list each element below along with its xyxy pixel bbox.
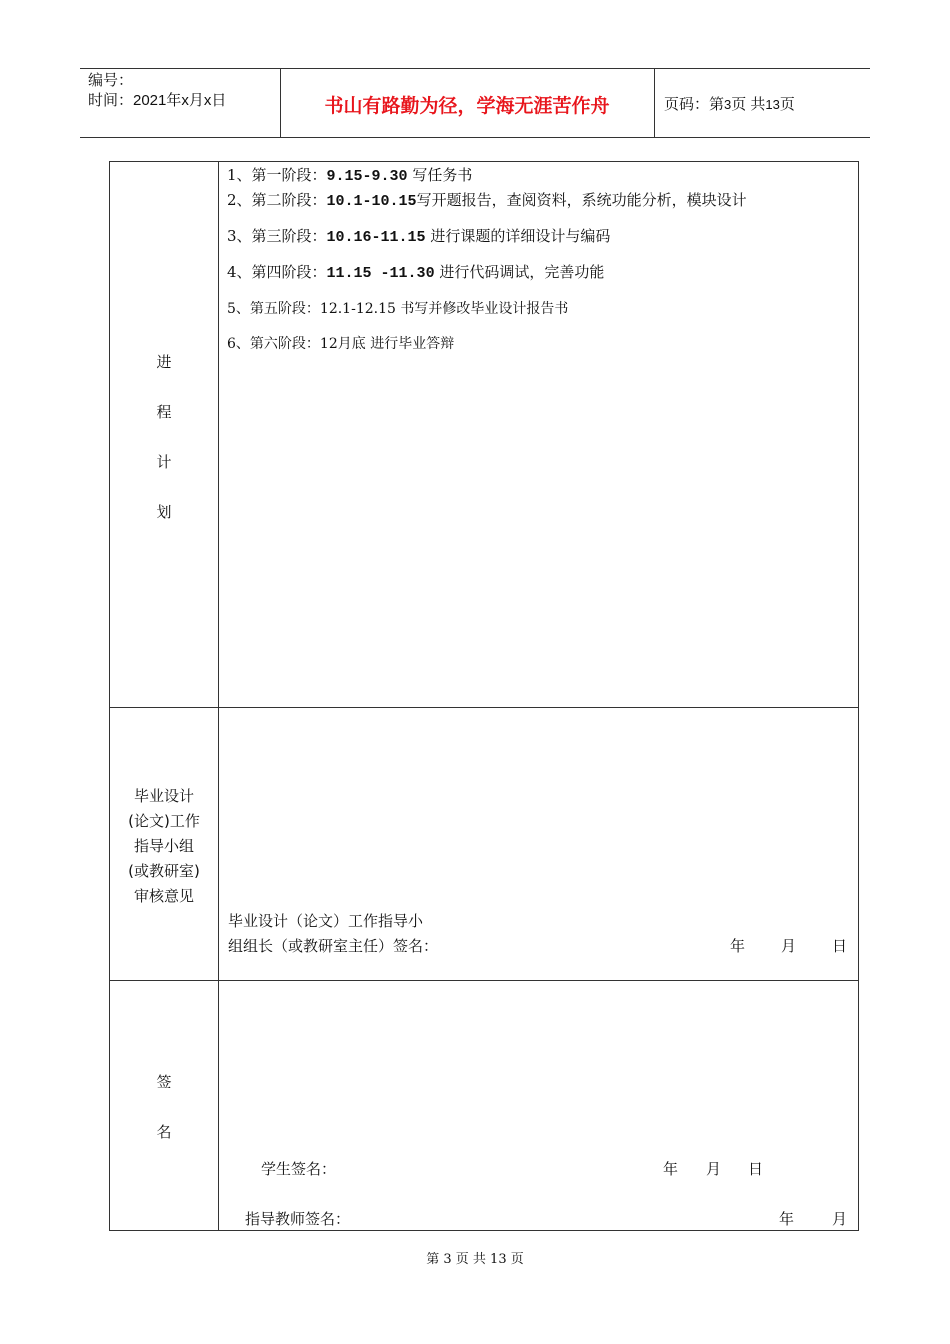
schedule-item: 4、第四阶段：11.15 -11.30 进行代码调试，完善功能 bbox=[227, 263, 605, 282]
page-current: 3 bbox=[724, 97, 732, 112]
time-label: 时间：2021年x月x日 bbox=[88, 92, 227, 109]
header-divider bbox=[654, 69, 655, 137]
student-month: 月 bbox=[706, 1160, 722, 1178]
page-prefix: 页码：第 bbox=[664, 96, 725, 113]
review-day: 日 bbox=[832, 937, 848, 955]
row-divider bbox=[110, 980, 858, 981]
schedule-item: 6、第六阶段：12月底 进行毕业答辩 bbox=[227, 336, 455, 352]
page-suffix: 页 bbox=[779, 96, 795, 113]
page-footer: 第 3 页 共 13 页 bbox=[426, 1252, 524, 1267]
student-sign-label: 学生签名： bbox=[261, 1160, 337, 1178]
teacher-month: 月 bbox=[832, 1210, 848, 1228]
review-month: 月 bbox=[781, 937, 797, 955]
row-divider bbox=[110, 707, 858, 708]
teacher-sign-label: 指导教师签名： bbox=[245, 1210, 351, 1228]
schedule-item: 2、第二阶段：10.1-10.15写开题报告，查阅资料，系统功能分析，模块设计 bbox=[227, 191, 747, 210]
page-total: 13 bbox=[765, 97, 780, 112]
schedule-item: 1、第一阶段：9.15-9.30 写任务书 bbox=[227, 166, 473, 185]
page-mid: 页 共 bbox=[731, 96, 766, 113]
form-table bbox=[109, 161, 859, 1231]
motto: 书山有路勤为径，学海无涯苦作舟 bbox=[324, 95, 610, 117]
review-sign-line2: 组组长（或教研室主任）签名： bbox=[228, 937, 439, 955]
teacher-year: 年 bbox=[779, 1210, 795, 1228]
review-side-label: 毕业设计 (论文)工作 指导小组 (或教研室) 审核意见 bbox=[128, 787, 200, 905]
schedule-side-label: 进 程 计 划 bbox=[156, 353, 172, 521]
student-day: 日 bbox=[748, 1160, 764, 1178]
review-sign-line1: 毕业设计（论文）工作指导小 bbox=[228, 912, 424, 930]
header-page-info bbox=[664, 93, 795, 114]
signature-side-label: 签 名 bbox=[156, 1073, 172, 1141]
schedule-item: 5、第五阶段：12.1-12.15 书写并修改毕业设计报告书 bbox=[227, 301, 569, 317]
column-divider bbox=[218, 162, 219, 1230]
student-year: 年 bbox=[663, 1160, 679, 1178]
serial-label: 编号： bbox=[88, 72, 134, 89]
page-header bbox=[80, 68, 870, 138]
schedule-item: 3、第三阶段：10.16-11.15 进行课题的详细设计与编码 bbox=[227, 227, 611, 246]
review-year: 年 bbox=[730, 937, 746, 955]
header-meta bbox=[88, 71, 226, 111]
